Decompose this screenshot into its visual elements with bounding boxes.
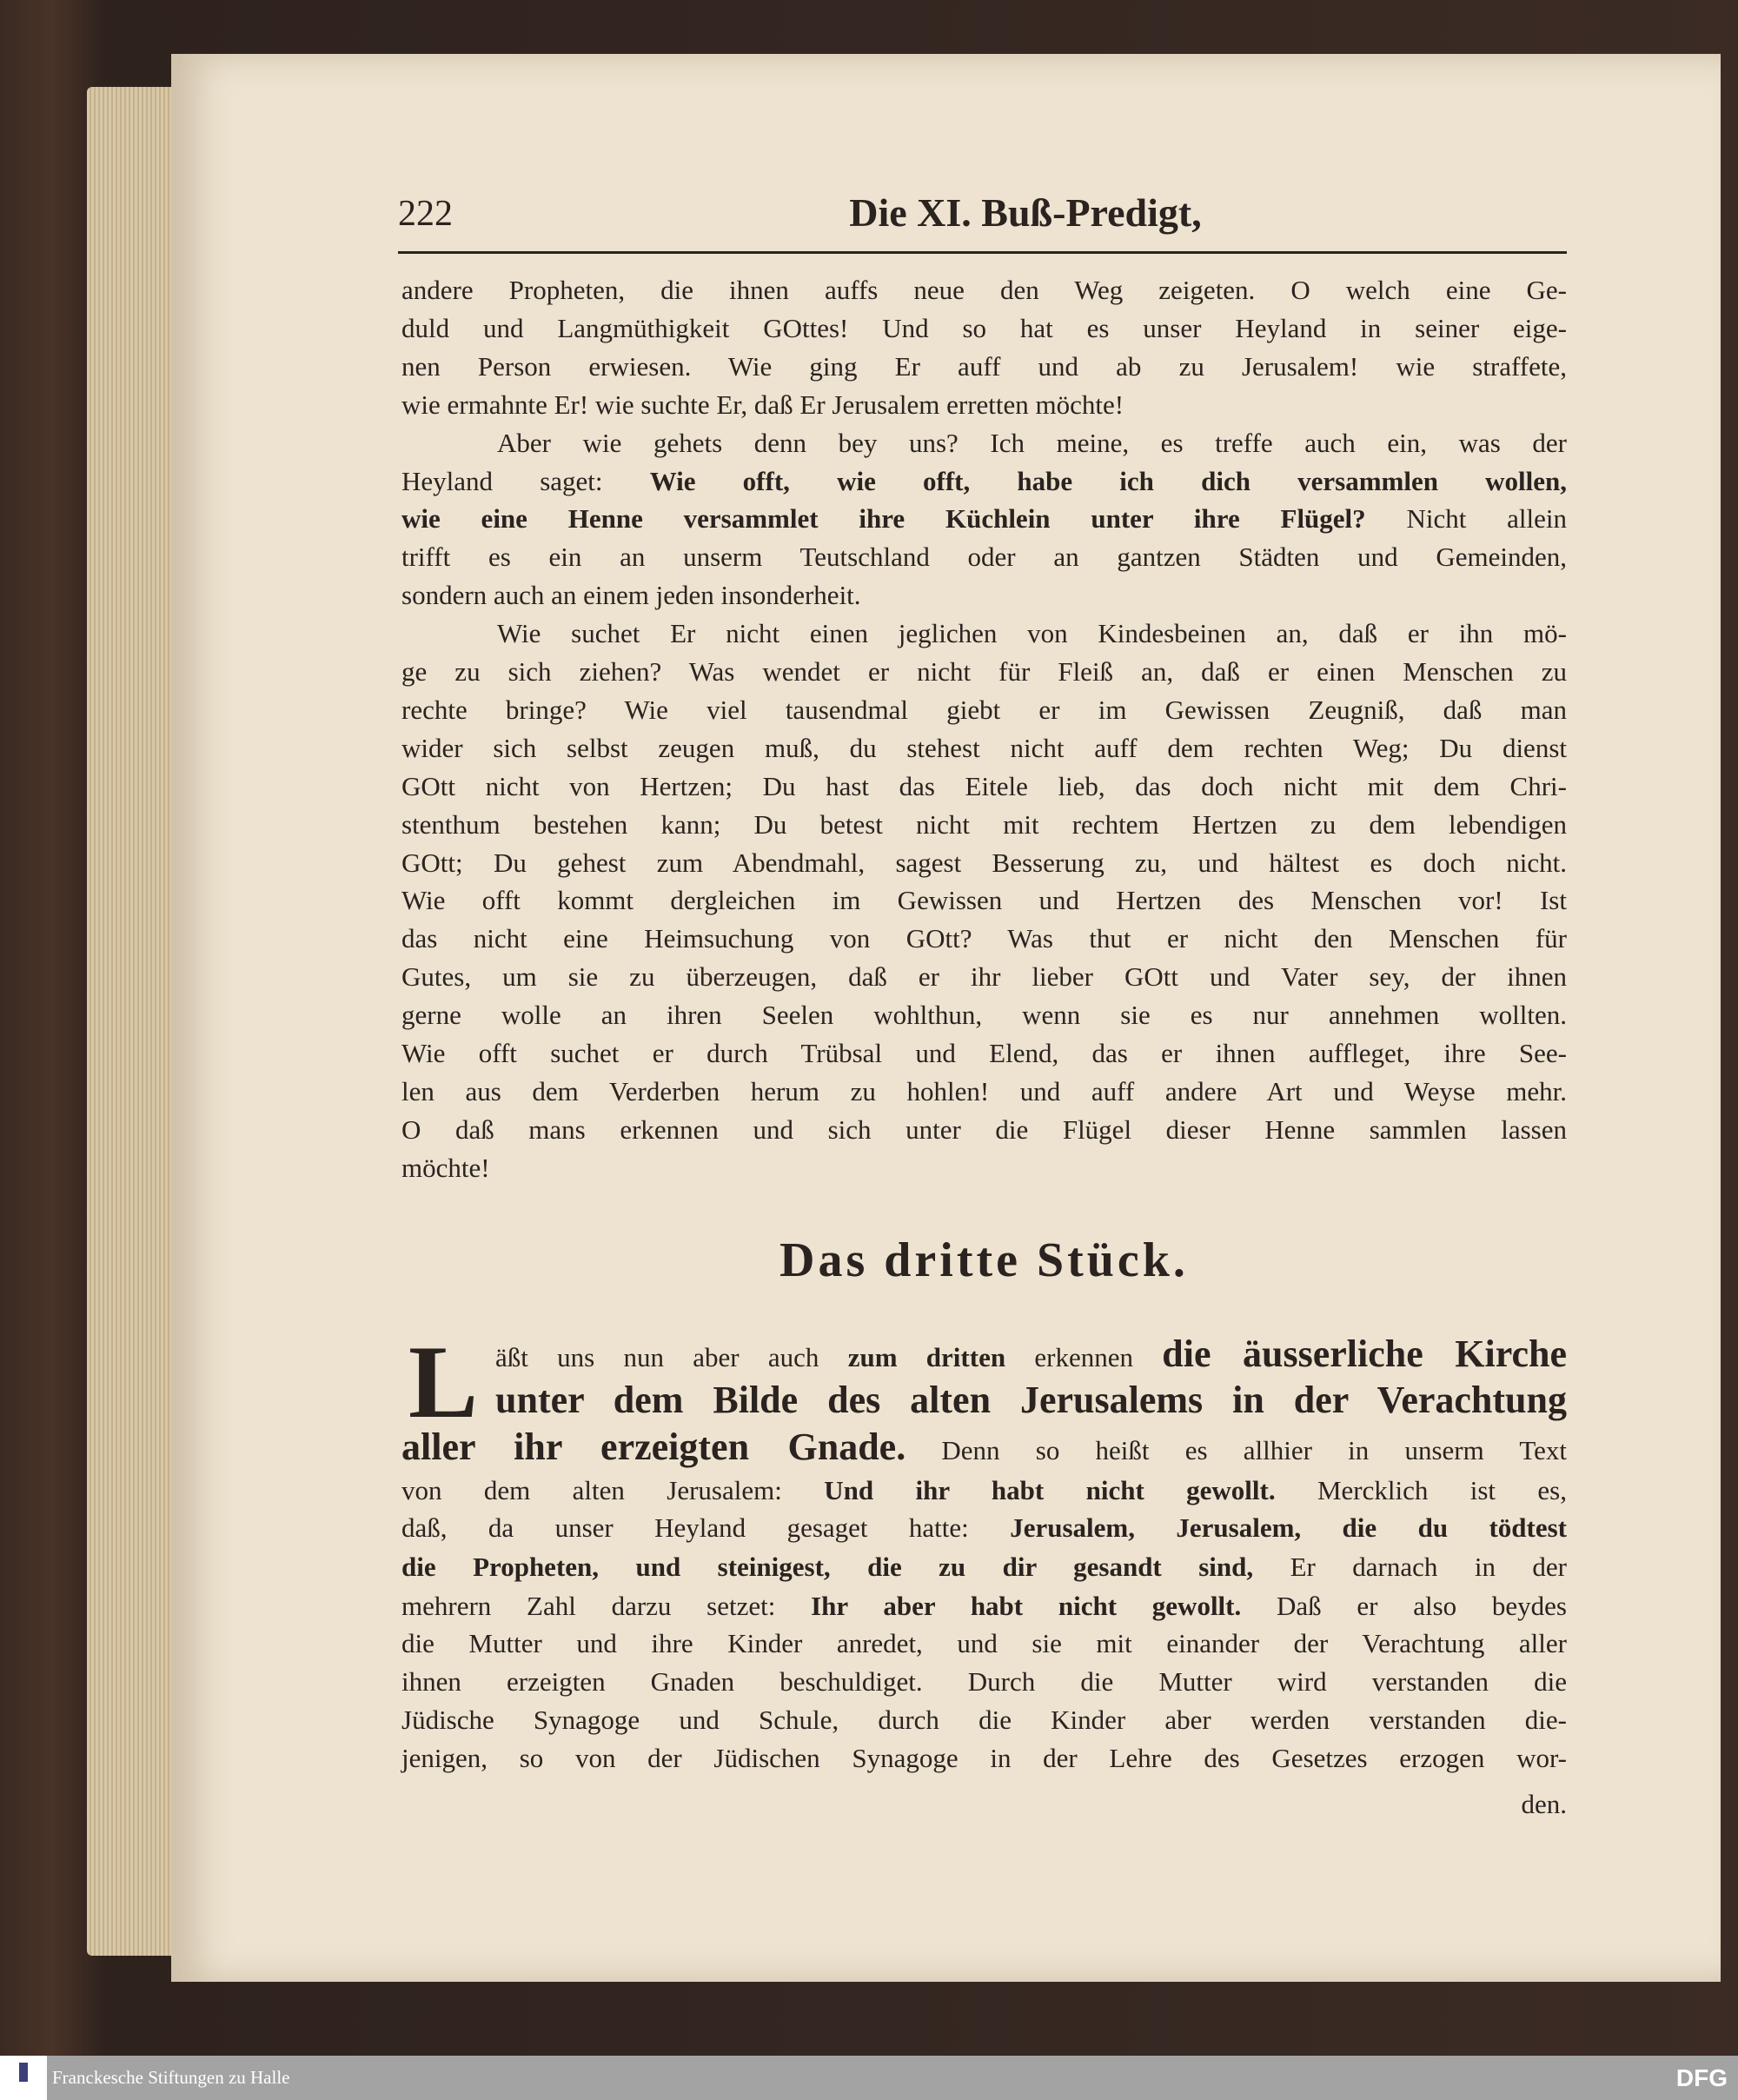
text-segment: Und ihr habt nicht gewollt. — [824, 1475, 1276, 1505]
text-segment: O daß mans erkennen und sich unter die Flügel dieser Henne sammlen lassen — [401, 1114, 1567, 1145]
text-line — [401, 1381, 1567, 1419]
text-segment: Mercklich ist es, — [1275, 1475, 1567, 1505]
text-line — [401, 1149, 1567, 1187]
institution-name: Franckesche Stiftungen zu Halle — [52, 2067, 290, 2088]
text-segment: wie eine Henne versammlet ihre Küchlein unter ihre Flügel? — [401, 503, 1366, 534]
text-segment: äßt uns nun aber auch — [495, 1342, 848, 1372]
text-segment: die äusserliche Kirche — [1162, 1332, 1568, 1375]
text-line — [401, 844, 1567, 882]
page-edges — [87, 87, 174, 1956]
text-segment: Wie suchet Er nicht einen jeglichen von Kindesbeinen an, daß er ihn mö- — [497, 618, 1567, 648]
text-line — [401, 1472, 1567, 1510]
text-line — [401, 386, 1567, 424]
text-segment: Wie offt kommt dergleichen im Gewissen und Hertzen des Menschen vor! Ist — [401, 885, 1567, 915]
text-line — [401, 1425, 1567, 1468]
text-segment: Wie offt suchet er durch Trübsal und Elend, das er ihnen auffleget, ihre See- — [401, 1038, 1567, 1068]
text-segment: sondern auch an einem jeden insonderheit. — [401, 580, 861, 610]
text-segment: Ihr aber habt nicht gewollt. — [811, 1591, 1242, 1621]
text-line — [401, 691, 1567, 729]
text-line — [401, 576, 1567, 615]
text-segment: daß, da unser Heyland gesaget hatte: — [401, 1512, 1011, 1543]
text-segment: nen Person erwiesen. Wie ging Er auff und ab zu Jerusalem! wie straffete, — [401, 351, 1567, 382]
running-title: Die XI. Buß-Predigt, — [849, 190, 1202, 235]
text-line — [401, 271, 1567, 309]
text-segment: ihnen erzeigten Gnaden beschuldiget. Durch die Mutter wird verstanden die — [401, 1666, 1567, 1697]
text-segment: möchte! — [401, 1153, 490, 1183]
text-segment: mehrern Zahl darzu setzet: — [401, 1591, 812, 1621]
text-line — [401, 1587, 1567, 1625]
section-heading: Das dritte Stück. — [779, 1233, 1189, 1287]
text-segment: len aus dem Verderben herum zu hohlen! und auff andere Art und Weyse mehr. — [401, 1076, 1567, 1106]
text-segment: jenigen, so von der Jüdischen Synagoge in der Lehre des Gesetzes erzogen wor- — [401, 1743, 1567, 1773]
text-segment: GOtt nicht von Hertzen; Du hast das Eitele lieb, das doch nicht mit dem Chri- — [401, 771, 1567, 801]
page-number: 222 — [398, 194, 453, 234]
text-segment: Heyland saget: — [401, 466, 650, 496]
text-line — [401, 1111, 1567, 1149]
text-segment: Gutes, um sie zu überzeugen, daß er ihr lieber GOtt und Vater sey, der ihnen — [401, 961, 1567, 992]
text-segment: den. — [1521, 1789, 1567, 1819]
text-line — [401, 806, 1567, 844]
text-segment: von dem alten Jerusalem: — [401, 1475, 825, 1505]
text-segment: Er darnach in der — [1253, 1552, 1567, 1582]
logo-figure-icon — [19, 2063, 28, 2082]
text-line — [401, 768, 1567, 806]
text-line — [401, 958, 1567, 996]
text-line — [401, 996, 1567, 1034]
text-segment: Denn so heißt es allhier in unserm Text — [905, 1435, 1567, 1465]
text-line — [401, 348, 1567, 386]
text-line — [401, 309, 1567, 348]
text-segment: duld und Langmüthigkeit GOttes! Und so hat es unser Heyland in seiner eige- — [401, 313, 1567, 343]
text-line — [401, 1332, 1568, 1375]
text-segment: Jüdische Synagoge und Schule, durch die Kinder aber werden verstanden die- — [401, 1705, 1567, 1735]
text-segment: wie ermahnte Er! wie suchte Er, daß Er Jerusalem erretten möchte! — [401, 389, 1124, 420]
text-line — [401, 1034, 1567, 1073]
footer-bar — [0, 2056, 1738, 2100]
text-segment: rechte bringe? Wie viel tausendmal giebt er im Gewissen Zeugniß, daß man — [401, 694, 1567, 725]
text-line — [401, 462, 1567, 501]
text-segment: andere Propheten, die ihnen auffs neue den Weg zeigeten. O welch eine Ge- — [401, 275, 1567, 305]
text-segment: die Mutter und ihre Kinder anredet, und sie mit einander der Verachtung aller — [401, 1628, 1567, 1658]
text-line — [401, 881, 1567, 920]
text-line — [401, 1073, 1567, 1111]
text-line — [401, 920, 1567, 958]
text-segment: wider sich selbst zeugen muß, du stehest nicht auff dem rechten Weg; Du dienst — [401, 733, 1567, 763]
text-line — [401, 1663, 1567, 1701]
text-line — [401, 1625, 1567, 1663]
text-segment: zum dritten — [847, 1342, 1006, 1372]
text-segment: das nicht eine Heimsuchung von GOtt? Was thut er nicht den Menschen für — [401, 923, 1567, 954]
text-segment: erkennen — [1005, 1342, 1163, 1372]
dfg-logo: DFG — [1675, 2064, 1728, 2091]
header-rule — [398, 251, 1567, 254]
text-segment: Wie offt, wie offt, habe ich dich versammlen wollen, — [649, 466, 1567, 496]
institution-logo — [0, 2056, 47, 2100]
text-line — [401, 1509, 1567, 1547]
text-segment: Nicht allein — [1365, 503, 1567, 534]
text-line — [401, 615, 1567, 653]
text-line — [401, 653, 1567, 691]
text-segment: ge zu sich ziehen? Was wendet er nicht für Fleiß an, daß er einen Menschen zu — [401, 656, 1567, 687]
text-line — [401, 1739, 1567, 1778]
text-line — [401, 1548, 1567, 1586]
text-segment: aller ihr erzeigten Gnade. — [401, 1425, 906, 1468]
text-segment: gerne wolle an ihren Seelen wohlthun, wenn sie es nur annehmen wollten. — [401, 1000, 1567, 1030]
text-line — [401, 500, 1567, 538]
text-segment: stenthum bestehen kann; Du betest nicht mit rechtem Hertzen zu dem lebendigen — [401, 809, 1567, 840]
text-segment: Aber wie gehets denn bey uns? Ich meine, es treffe auch ein, was der — [497, 428, 1567, 458]
text-segment: GOtt; Du gehest zum Abendmahl, sagest Besserung zu, und hältest es doch nicht. — [401, 847, 1567, 878]
drop-cap: L — [408, 1324, 479, 1439]
text-line — [401, 1701, 1567, 1739]
text-segment: Jerusalem, Jerusalem, die du tödtest — [1010, 1512, 1567, 1543]
text-line — [401, 729, 1567, 768]
text-line — [401, 1785, 1567, 1824]
text-segment: Daß er also beydes — [1241, 1591, 1567, 1621]
text-line — [401, 538, 1567, 576]
text-line — [401, 424, 1567, 462]
text-segment: unter dem Bilde des alten Jerusalems in der Verachtung — [495, 1379, 1567, 1421]
text-segment: die Propheten, und steinigest, die zu dir gesandt sind, — [401, 1552, 1254, 1582]
text-segment: trifft es ein an unserm Teutschland oder an gantzen Städten und Gemeinden, — [401, 542, 1567, 572]
